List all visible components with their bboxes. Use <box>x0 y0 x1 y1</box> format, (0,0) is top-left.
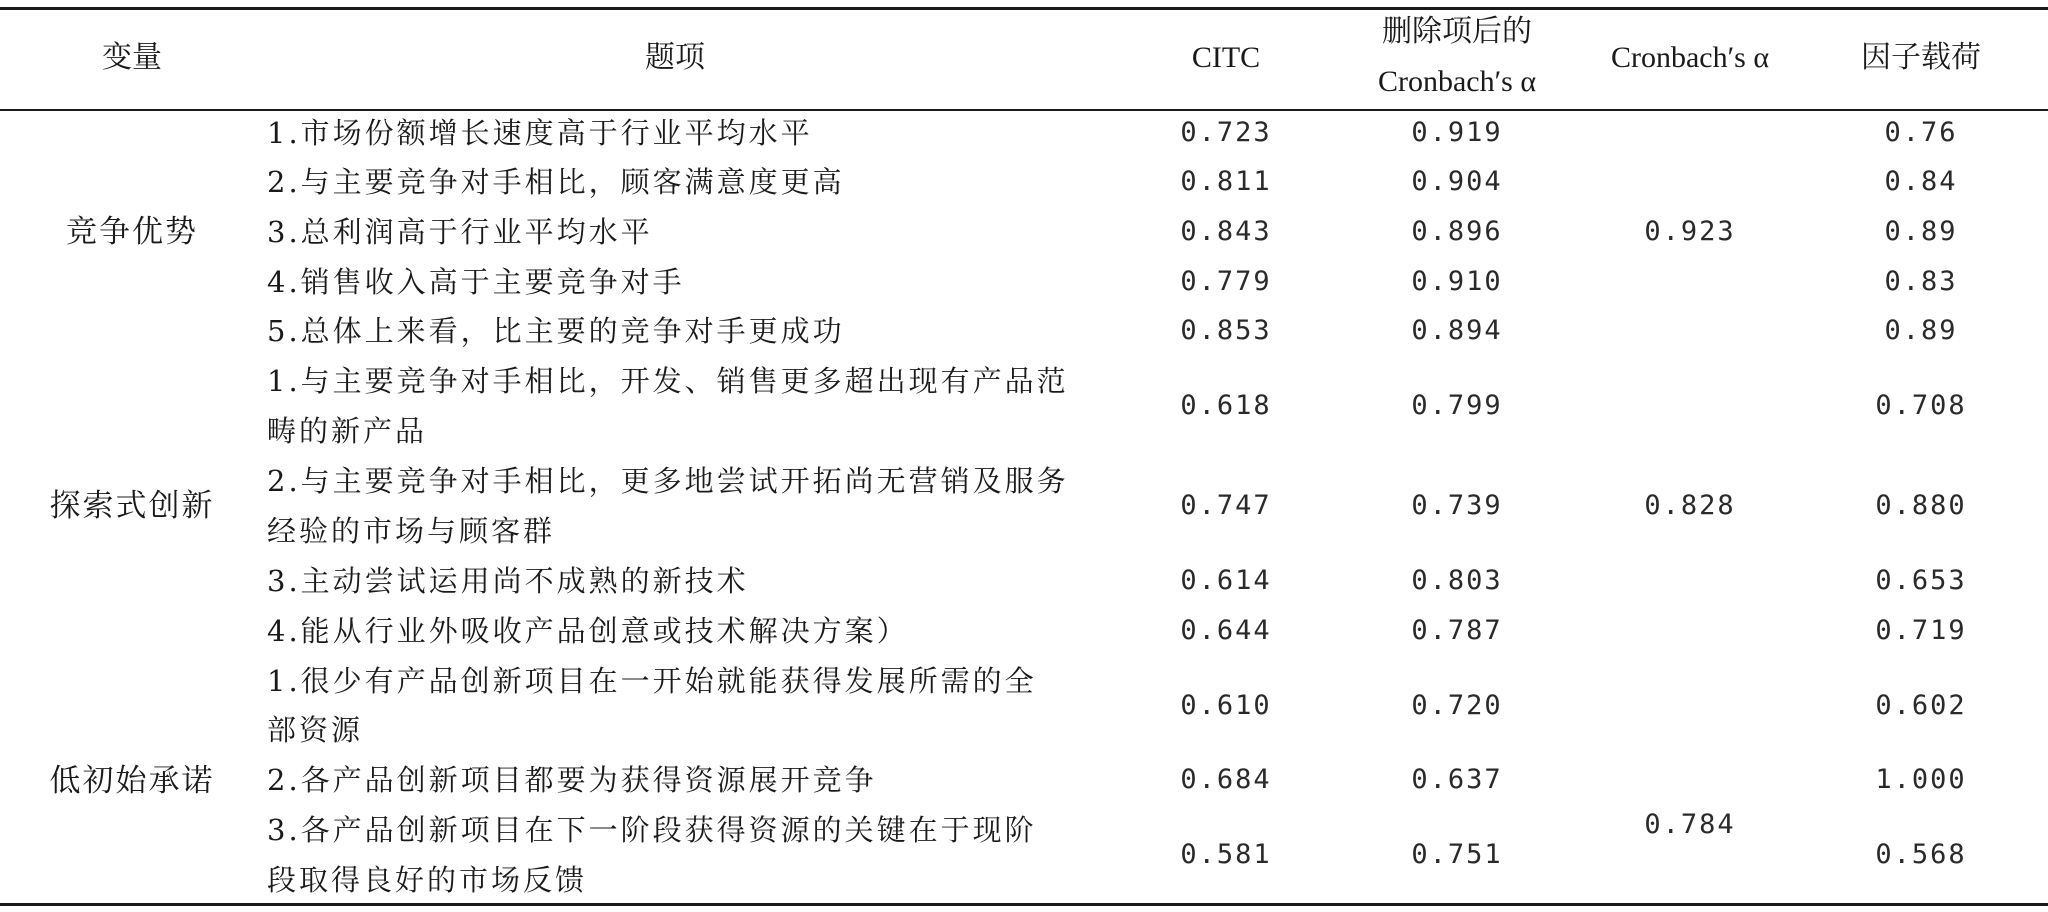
citc-value: 0.747 <box>1180 490 1272 521</box>
variable-name: 竞争优势 <box>66 214 198 250</box>
citc-value: 0.811 <box>1180 166 1272 197</box>
item-text-line: 3.主动尝试运用尚不成熟的新技术 <box>267 564 749 598</box>
item-text-line: 畴的新产品 <box>267 414 428 448</box>
alpha-if-deleted-value: 0.904 <box>1411 166 1503 197</box>
header-item: 题项 <box>645 40 705 75</box>
factor-loading-value: 0.84 <box>1884 166 1958 197</box>
alpha-if-deleted-value: 0.919 <box>1411 117 1503 148</box>
factor-loading-value: 0.880 <box>1875 490 1967 521</box>
variable-name: 低初始承诺 <box>49 762 215 799</box>
factor-loading-value: 0.653 <box>1875 565 1967 596</box>
header-alpha-if-deleted-line2: Cronbach′s α <box>1377 65 1537 98</box>
item-text-line: 2.与主要竞争对手相比，顾客满意度更高 <box>267 165 845 199</box>
item-text-line: 4.销售收入高于主要竞争对手 <box>267 265 685 299</box>
header-variable: 变量 <box>102 40 162 75</box>
item-text-line: 2.各产品创新项目都要为获得资源展开竞争 <box>267 763 877 797</box>
header-alpha-if-deleted-line1: 删除项后的 <box>1382 14 1532 49</box>
item-text-line: 段取得良好的市场反馈 <box>267 863 588 897</box>
factor-loading-value: 0.708 <box>1875 390 1967 421</box>
factor-loading-value: 0.89 <box>1884 315 1958 346</box>
citc-value: 0.644 <box>1180 615 1272 646</box>
item-text-line: 4.能从行业外吸收产品创意或技术解决方案） <box>267 614 909 648</box>
cronbach-alpha-value: 0.828 <box>1644 490 1736 521</box>
citc-value: 0.723 <box>1180 117 1272 148</box>
variable-name: 探索式创新 <box>49 488 215 524</box>
alpha-if-deleted-value: 0.720 <box>1411 689 1503 721</box>
alpha-if-deleted-value: 0.739 <box>1411 490 1503 521</box>
factor-loading-value: 1.000 <box>1875 764 1967 795</box>
alpha-if-deleted-value: 0.894 <box>1411 315 1503 346</box>
item-text-line: 3.各产品创新项目在下一阶段获得资源的关键在于现阶 <box>267 813 1037 847</box>
factor-loading-value: 0.89 <box>1884 216 1958 247</box>
citc-value: 0.853 <box>1180 315 1272 346</box>
table-header-rule <box>0 109 2048 111</box>
cronbach-alpha-value: 0.923 <box>1644 216 1736 247</box>
alpha-if-deleted-value: 0.803 <box>1411 565 1503 596</box>
factor-loading-value: 0.83 <box>1884 266 1958 297</box>
factor-loading-value: 0.76 <box>1884 117 1958 148</box>
citc-value: 0.779 <box>1180 266 1272 297</box>
alpha-if-deleted-value: 0.896 <box>1411 216 1503 247</box>
factor-loading-value: 0.719 <box>1875 615 1967 646</box>
item-text-line: 1.与主要竞争对手相比，开发、销售更多超出现有产品范 <box>267 364 1069 398</box>
citc-value: 0.610 <box>1180 689 1272 721</box>
citc-value: 0.581 <box>1180 839 1272 870</box>
header-alpha: Cronbach′s α <box>1610 41 1770 74</box>
factor-loading-value: 0.602 <box>1875 689 1967 721</box>
item-text-line: 1.很少有产品创新项目在一开始就能获得发展所需的全 <box>267 664 1037 698</box>
table-bottom-rule <box>0 903 2048 906</box>
citc-value: 0.843 <box>1180 216 1272 247</box>
item-text-line: 经验的市场与顾客群 <box>267 514 556 548</box>
header-citc: CITC <box>1191 41 1261 74</box>
item-text-line: 2.与主要竞争对手相比，更多地尝试开拓尚无营销及服务 <box>267 464 1069 498</box>
citc-value: 0.614 <box>1180 565 1272 596</box>
alpha-if-deleted-value: 0.751 <box>1411 839 1503 870</box>
item-text-line: 1.市场份额增长速度高于行业平均水平 <box>267 116 813 150</box>
table-top-rule <box>0 7 2048 10</box>
alpha-if-deleted-value: 0.910 <box>1411 266 1503 297</box>
factor-loading-value: 0.568 <box>1875 839 1967 870</box>
alpha-if-deleted-value: 0.637 <box>1411 764 1503 795</box>
header-alpha-if-deleted <box>1378 7 1536 107</box>
item-text-line: 部资源 <box>267 713 364 747</box>
item-text-line: 3.总利润高于行业平均水平 <box>267 215 653 249</box>
item-text-line: 5.总体上来看，比主要的竞争对手更成功 <box>267 314 845 348</box>
header-factor-loading: 因子载荷 <box>1861 40 1981 75</box>
alpha-if-deleted-value: 0.799 <box>1411 390 1503 421</box>
alpha-if-deleted-value: 0.787 <box>1411 615 1503 646</box>
citc-value: 0.618 <box>1180 390 1272 421</box>
cronbach-alpha-value: 0.784 <box>1644 809 1736 840</box>
citc-value: 0.684 <box>1180 764 1272 795</box>
